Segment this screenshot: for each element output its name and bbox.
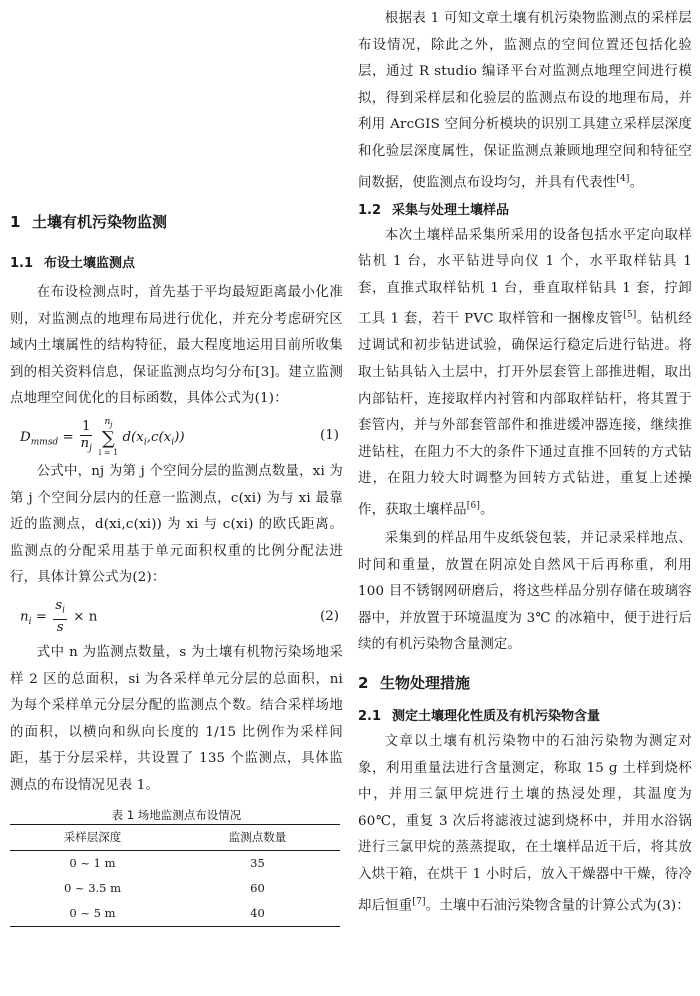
table-header-depth: 采样层深度 [63,830,122,844]
equation-2-number: (2) [320,608,339,624]
citation-5: [5] [623,310,637,321]
right-column [358,0,692,920]
table-cell-count: 35 [250,856,265,870]
section-number: 2 [358,674,369,693]
section-2-heading [358,673,692,693]
citation-4: [4] [616,173,630,184]
section-number: 1 [10,213,21,231]
subsection-1-1-heading [10,254,343,274]
table-cell-count: 40 [250,906,265,920]
citation-6: [6] [466,501,481,512]
table-header-count: 监测点数量 [228,830,287,844]
table-row [10,876,340,901]
left-column [10,0,343,927]
paragraph-monitoring-layout: 在布设检测点时，首先基于平均最短距离最小化准则，对监测点的地理布局进行优化，并充分考虑研究区域内土壤属性的结构特征，最大程度地运用目前所收集到的相关资料信息，保证监测点均匀分布[3]。建立监测点地理空间优化的目标函数，具体公式为(1)： [10,285,343,407]
section-1-heading [10,212,343,232]
paragraph-sample-processing: 采集到的样品用牛皮纸袋包装，并记录采样地点、时间和重量，放置在阴凉处自然风干后再称重，利用 100 目不锈钢网研磨后，将这些样品分别存储在玻璃容器中，并放置于环境温度为 3℃ 的冰箱中，便于进行后续的有机污染物含量测定。 [358,531,692,653]
table-row [10,901,340,927]
table-cell-depth: 0 ~ 3.5 m [63,881,122,895]
table-cell-depth: 0 ~ 5 m [69,906,116,920]
paragraph-sampling-equipment: 本次土壤样品采集所采用的设备包括水平定向取样钻机 1 台，水平钻进导向仪 1 个，水平取样钻具 1 套，直推式取样钻机 1 台，垂直取样钻具 1 套，拧卸工具 1 套，若干 PVC 取样管和一捆橡皮管[5]。钻机经过调试和初步钻进试验，确保运行稳定后进行钻进。将取土钻具钻入土层中，打开外层套管上部推进帽，取出内部钻杆，连接取样内衬管和内部取样钻杆，将其置于套管内，并与外部套管部件和推进缓冲器连接，继续推进钻柱，在阻力不大的条件下通过直推不回转的方式钻进，在阻力较大时调整为回转方式钻进，重复上述操作，获取土壤样品[6]。 [358,227,692,518]
table-1 [10,824,340,927]
table-cell-depth: 0 ~ 1 m [69,856,116,870]
equation-2 [10,596,343,640]
subsection-number: 2.1 [358,709,382,725]
table-row [10,850,340,876]
table-header-row [10,824,340,850]
subsection-number: 1.2 [358,202,382,218]
subsection-number: 1.1 [10,256,34,271]
citation-7: [7] [412,896,426,907]
section-title: 土壤有机污染物监测 [32,213,168,231]
subsection-2-1-heading [358,707,692,727]
paragraph-formula-explanation: 公式中，nj 为第 j 个空间分层的监测点数量，xi 为第 j 个空间分层内的任意一监测点，c(xi) 为与 xi 最靠近的监测点，d(xi,c(xi)) 为 xi 与 c(xi) 的欧氏距离。监测点的分配采用基于单元面积权重的比例分配法进行，具体计算公式为(2)： [10,463,343,586]
subsection-title: 布设土壤监测点 [44,256,136,271]
table-cell-count: 60 [250,881,265,895]
paragraph-petroleum-measurement: 文章以土壤有机污染物中的石油污染物为测定对象，利用重量法进行含量测定，称取 15 g 土样到烧杯中，并用三氯甲烷进行土壤的热浸处理，其温度为 60℃，重复 3 次后将滤液过滤到烧杯中，并用水浴锅进行三氯甲烷的蒸蒸提取，在土壤样品近干后，将其放入烘干箱，在烘干 1 小时后，放入干燥器中干燥，待冷却后恒重[7]。土壤中石油污染物含量的计算公式为(3)： [358,734,692,914]
section-title: 生物处理措施 [380,674,471,693]
subsection-title: 采集与处理土壤样品 [392,202,510,218]
subsection-title: 测定土壤理化性质及有机污染物含量 [392,709,601,725]
equation-1-number: (1) [320,427,339,443]
paragraph-sampling-points: 式中 n 为监测点数量，s 为土壤有机物污染场地采样 2 区的总面积，si 为各采样单元分层的总面积，ni 为每个采样单元分层分配的监测点个数。结合采样场地的面积，以横向和纵向长度的 1/15 比例作为采样间距，基于分层采样，共设置了 135 个监测点，具体监测点的布设情况见表 1。 [10,644,343,793]
paragraph-layer-layout: 根据表 1 可知文章土壤有机污染物监测点的采样层布设情况，除此之外，监测点的空间位置还包括化验层，通过 R studio 编译平台对监测点地理空间进行模拟，得到采样层和化验层的监测点布设的地理布局，并利用 ArcGIS 空间分析模块的识别工具建立采样层深度和化验层深度属性，保证监测点兼顾地理空间和特征空间数据，使监测点布设均匀，并具有代表性[4]。 [358,11,692,191]
equation-1 [10,415,343,459]
equation-2-formula: $n_i$ = $\frac{s_i}{s}$ × n [20,597,98,635]
table-1-caption: 表 1 场地监测点布设情况 [111,807,242,822]
equation-1-formula: $D_{mmsd}$ = $\frac{1}{n_j}$ $n_j$ ∑ i = 1 $d(x_i,c(x_i))$ [20,416,185,457]
subsection-1-2-heading [358,201,692,221]
